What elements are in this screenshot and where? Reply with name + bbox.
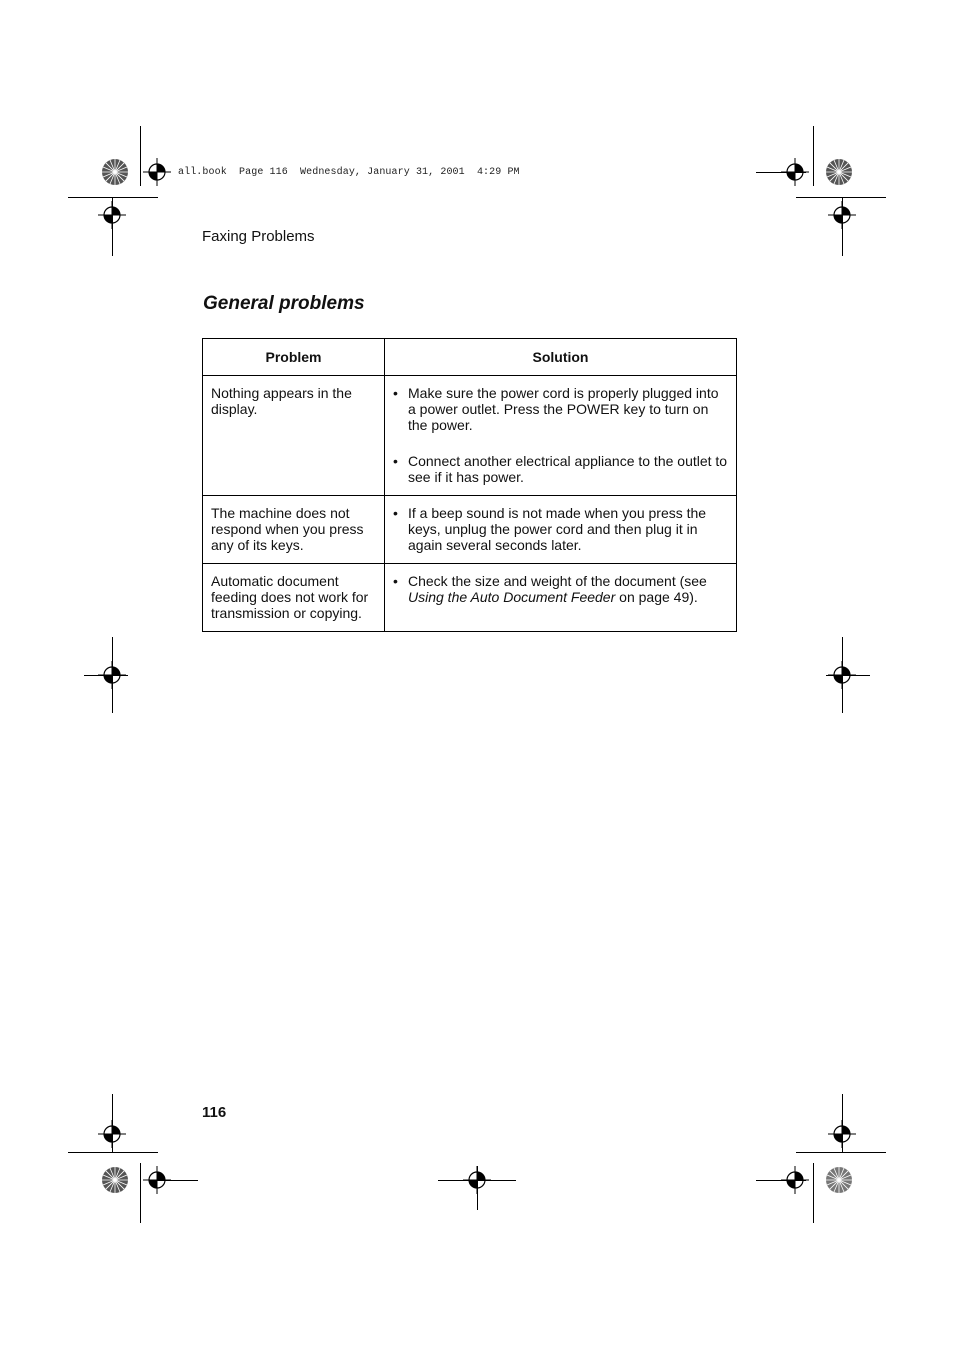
solution-item (393, 453, 730, 485)
star-target-icon (825, 158, 853, 186)
solution-text: Make sure the power cord is properly plugged into a power outlet. Press the POWER key to turn on the power. (408, 385, 719, 433)
solution-text: Connect another electrical appliance to the outlet to see if it has power. (408, 453, 728, 485)
registration-mark-icon (143, 158, 171, 186)
problem-cell: The machine does not respond when you press any of its keys. (203, 496, 385, 564)
registration-mark-icon (463, 1166, 491, 1194)
registration-mark-icon (143, 1166, 171, 1194)
registration-mark-icon (828, 1120, 856, 1148)
crop-mark (140, 1163, 141, 1223)
solution-text (408, 573, 730, 605)
table-row (203, 376, 737, 496)
problems-table (202, 338, 737, 632)
crop-mark (796, 1152, 886, 1153)
solution-item (393, 505, 730, 553)
solution-text-prefix: Check the size and weight of the document (see (408, 573, 707, 589)
registration-mark-icon (98, 1120, 126, 1148)
solution-cell (385, 564, 737, 632)
registration-mark-icon (98, 201, 126, 229)
star-target-icon (101, 1166, 129, 1194)
bullet-icon: • (393, 453, 398, 469)
column-header-problem: Problem (203, 339, 385, 376)
cross-reference-link: Using the Auto Document Feeder (408, 589, 616, 605)
section-title: General problems (203, 293, 365, 314)
registration-mark-icon (781, 158, 809, 186)
running-head: Faxing Problems (202, 228, 315, 245)
print-slug: all.book Page 116 Wednesday, January 31, 2001 4:29 PM (178, 167, 520, 178)
table-row (203, 564, 737, 632)
crop-mark (68, 1152, 158, 1153)
table-row (203, 496, 737, 564)
crop-mark (68, 197, 158, 198)
registration-mark-icon (828, 661, 856, 689)
page-number: 116 (202, 1104, 227, 1121)
registration-mark-icon (781, 1166, 809, 1194)
bullet-icon: • (393, 385, 398, 401)
problem-cell: Automatic document feeding does not work for transmission or copying. (203, 564, 385, 632)
solution-text: If a beep sound is not made when you press the keys, unplug the power cord and then plug it in again several seconds later. (408, 505, 707, 553)
solution-item (393, 385, 730, 433)
table-header-row (203, 339, 737, 376)
crop-mark (813, 1163, 814, 1223)
registration-mark-icon (98, 661, 126, 689)
registration-mark-icon (828, 201, 856, 229)
bullet-icon: • (393, 573, 398, 589)
solution-text-suffix: on page 49). (615, 589, 698, 605)
bullet-icon: • (393, 505, 398, 521)
solution-item (393, 573, 730, 605)
star-target-icon (101, 158, 129, 186)
column-header-solution: Solution (385, 339, 737, 376)
crop-mark (140, 126, 141, 186)
star-target-icon (825, 1166, 853, 1194)
problem-cell: Nothing appears in the display. (203, 376, 385, 496)
solution-cell (385, 496, 737, 564)
solution-cell (385, 376, 737, 496)
crop-mark (813, 126, 814, 186)
crop-mark (796, 197, 886, 198)
